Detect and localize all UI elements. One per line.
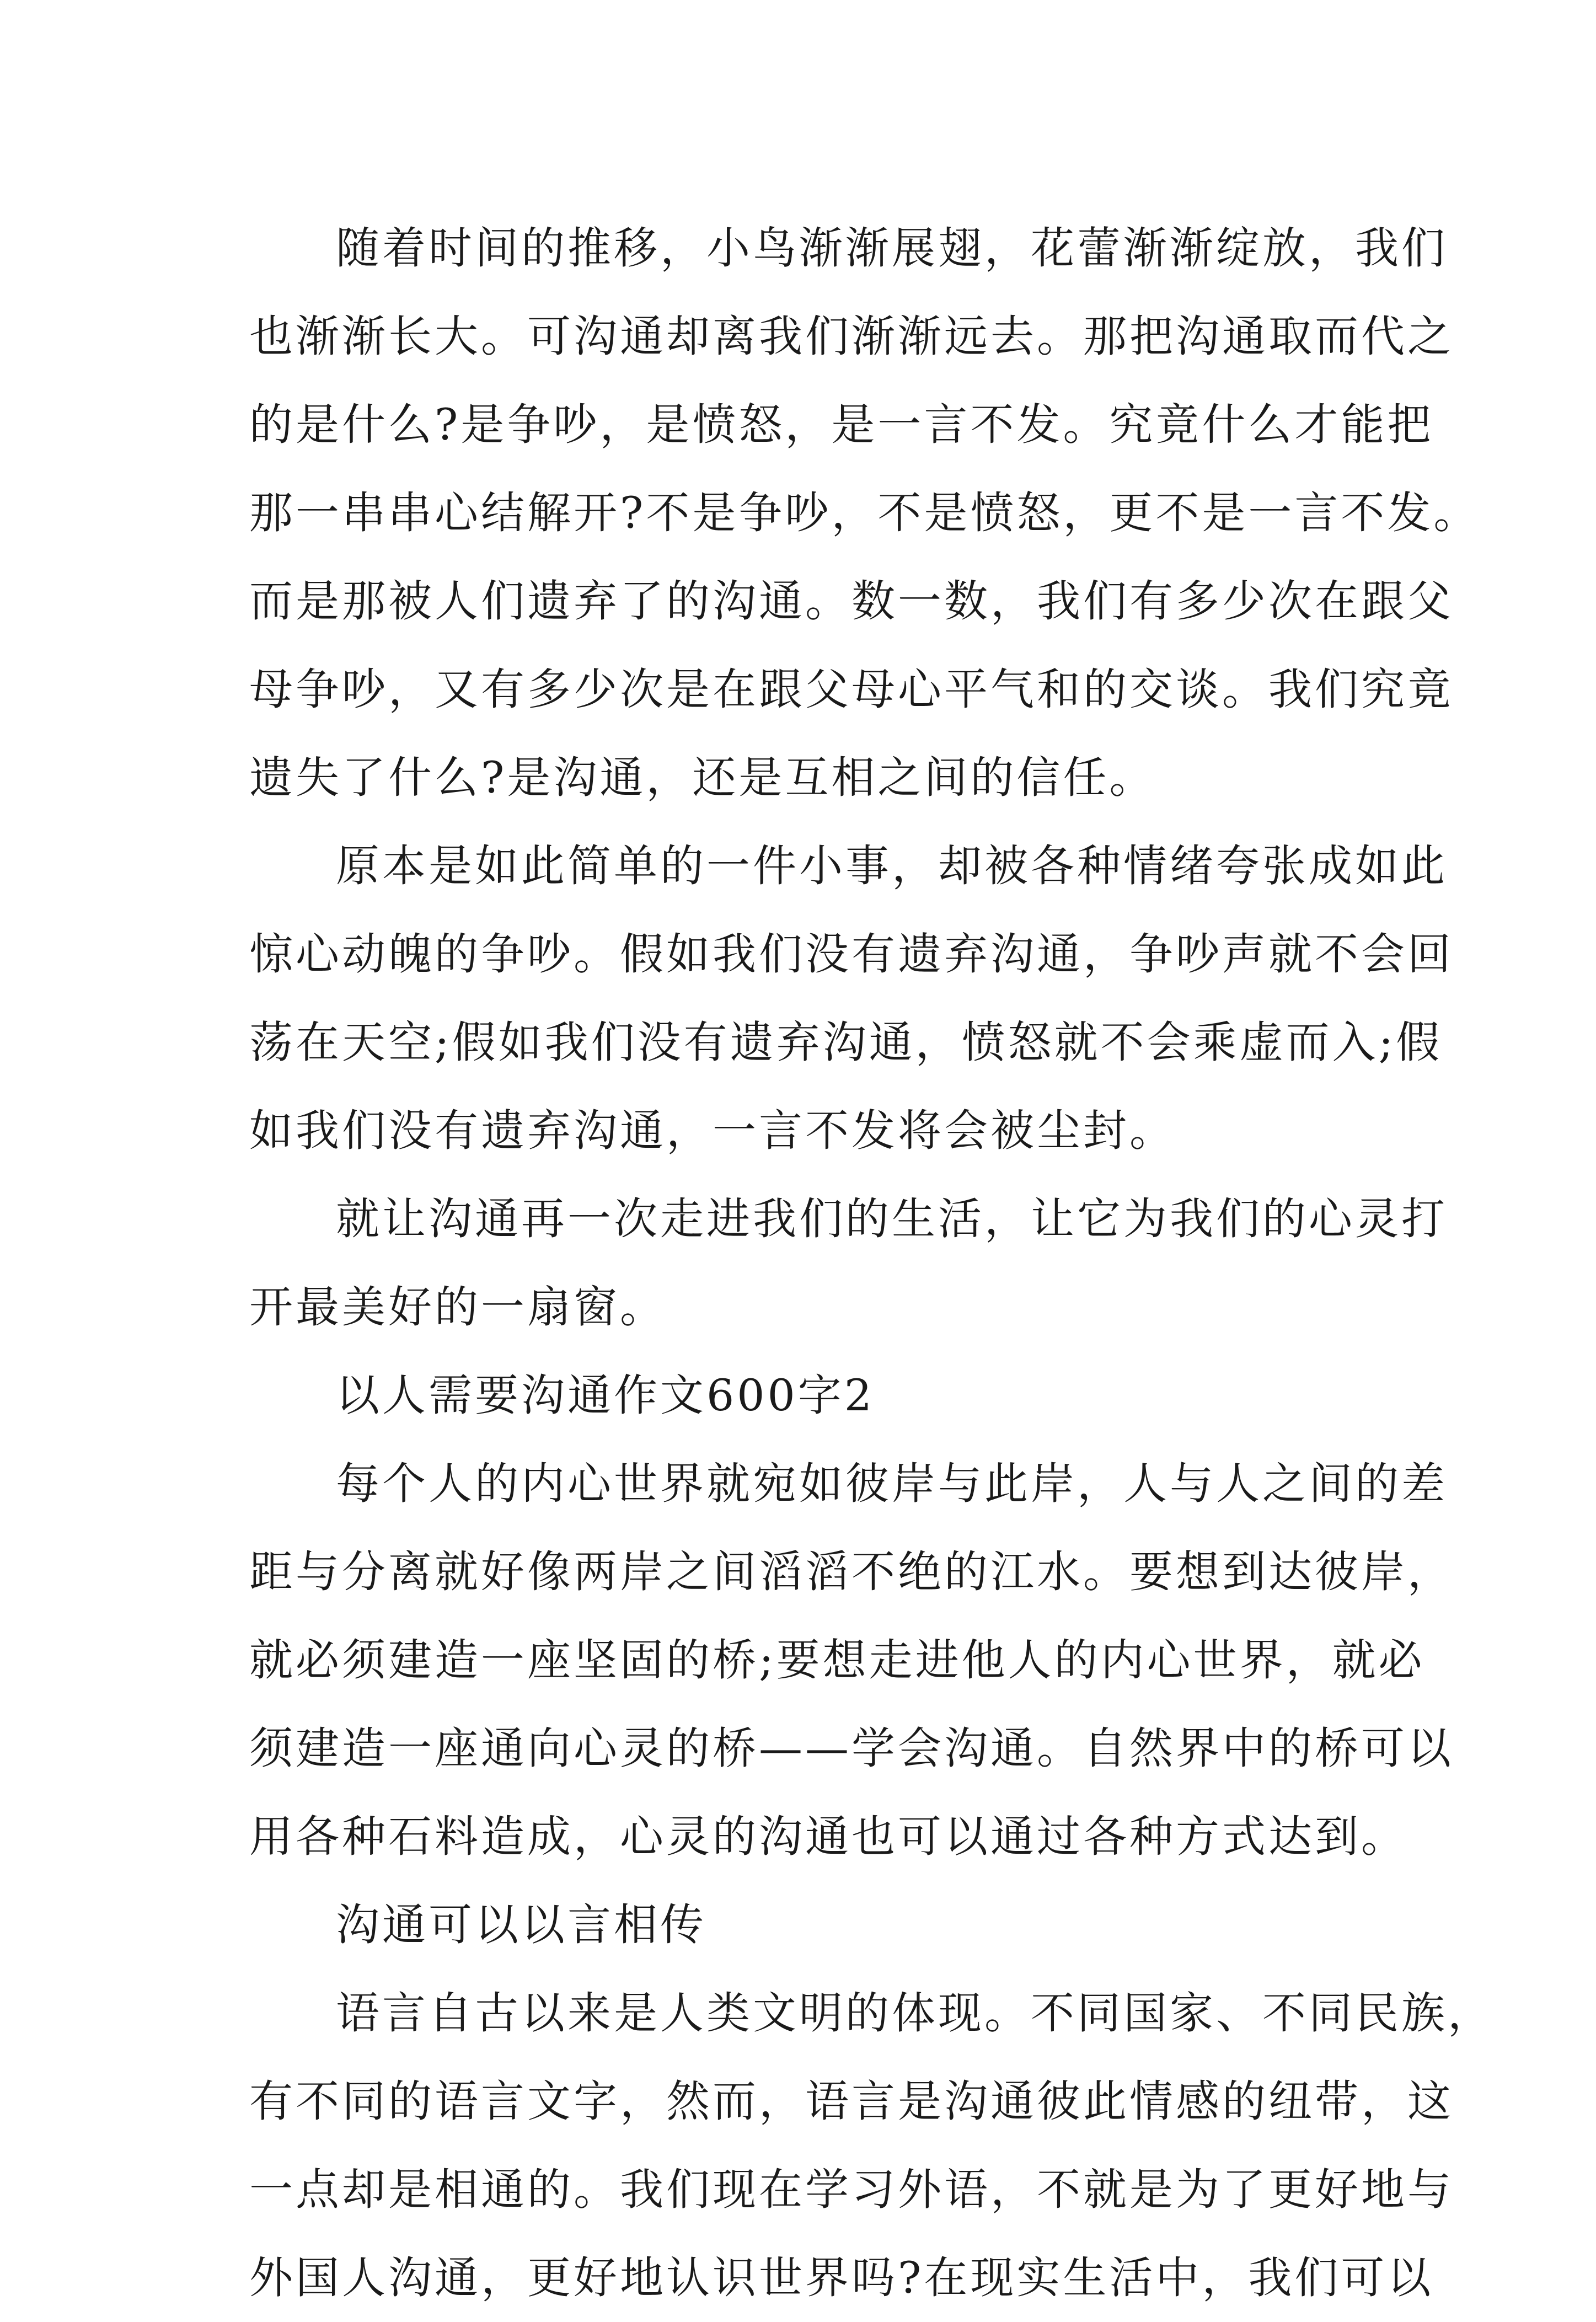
text-line: 惊心动魄的争吵。假如我们没有遗弃沟通，争吵声就不会回 xyxy=(249,929,1454,980)
subheading: 沟通可以以言相传 xyxy=(336,1900,706,1950)
text-line: 开最美好的一扇窗。 xyxy=(249,1282,666,1333)
text-line: 如我们没有遗弃沟通，一言不发将会被尘封。 xyxy=(249,1105,1176,1156)
text-line: 也渐渐长大。可沟通却离我们渐渐远去。那把沟通取而代之 xyxy=(249,311,1454,362)
text-line: 随着时间的推移，小鸟渐渐展翅，花蕾渐渐绽放，我们 xyxy=(336,223,1448,274)
document-body xyxy=(249,204,1494,2322)
text-line: 那一串串心结解开?不是争吵，不是愤怒，更不是一言不发。 xyxy=(249,488,1480,538)
text-line: 就必须建造一座坚固的桥;要想走进他人的内心世界，就必 xyxy=(249,1635,1425,1686)
text-line: 一点却是相通的。我们现在学习外语，不就是为了更好地与 xyxy=(249,2164,1454,2215)
text-line: 每个人的内心世界就宛如彼岸与此岸，人与人之间的差 xyxy=(336,1458,1448,1509)
text-line: 外国人沟通，更好地认识世界吗?在现实生活中，我们可以 xyxy=(249,2253,1434,2303)
text-line: 原本是如此简单的一件小事，却被各种情绪夸张成如此 xyxy=(336,841,1448,891)
section-heading: 以人需要沟通作文600字2 xyxy=(336,1370,875,1421)
text-line: 须建造一座通向心灵的桥——学会沟通。自然界中的桥可以 xyxy=(249,1723,1454,1774)
text-line: 用各种石料造成，心灵的沟通也可以通过各种方式达到。 xyxy=(249,1811,1407,1862)
text-line: 的是什么?是争吵，是愤怒，是一言不发。究竟什么才能把 xyxy=(249,399,1434,450)
text-line: 有不同的语言文字，然而，语言是沟通彼此情感的纽带，这 xyxy=(249,2076,1454,2127)
text-line: 母争吵，又有多少次是在跟父母心平气和的交谈。我们究竟 xyxy=(249,664,1454,715)
text-line: 就让沟通再一次走进我们的生活，让它为我们的心灵打 xyxy=(336,1194,1448,1244)
text-line: 荡在天空;假如我们没有遗弃沟通，愤怒就不会乘虚而入;假 xyxy=(249,1017,1443,1068)
text-line: 语言自古以来是人类文明的体现。不同国家、不同民族， xyxy=(336,1988,1494,2039)
text-line: 遗失了什么?是沟通，还是互相之间的信任。 xyxy=(249,752,1156,803)
text-line: 距与分离就好像两岸之间滔滔不绝的江水。要想到达彼岸， xyxy=(249,1547,1454,1597)
text-line: 而是那被人们遗弃了的沟通。数一数，我们有多少次在跟父 xyxy=(249,576,1454,627)
